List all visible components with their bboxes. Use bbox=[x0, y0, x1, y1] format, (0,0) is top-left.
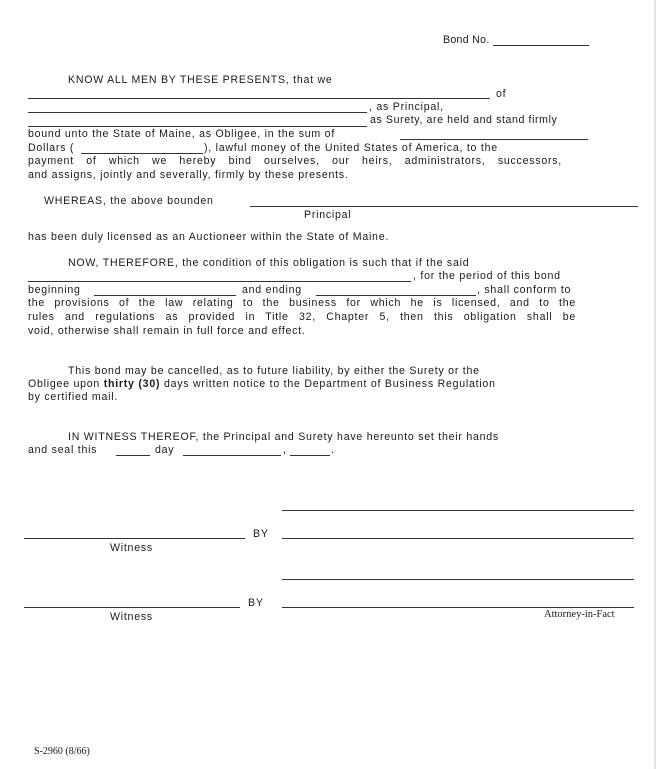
cancellation-line: This bond may be cancelled, as to future liability, by either the Surety or the bbox=[68, 365, 480, 377]
witness-label-1: Witness bbox=[110, 542, 153, 554]
notice-period-bold: thirty (30) bbox=[103, 378, 161, 390]
lawful-money-line: ), lawful money of the United States of America, to the bbox=[204, 142, 498, 154]
as-principal-label: , as Principal, bbox=[369, 101, 444, 113]
seal-year-field[interactable] bbox=[290, 455, 330, 456]
surety-name-field[interactable] bbox=[28, 126, 367, 127]
witness-signature-line-2[interactable] bbox=[24, 607, 240, 608]
by-label-2: BY bbox=[248, 597, 264, 609]
ending-label: and ending bbox=[242, 284, 302, 296]
attorney-in-fact-label: Attorney-in-Fact bbox=[544, 609, 615, 620]
witness-label-2: Witness bbox=[110, 611, 153, 623]
whereas-label: WHEREAS, the above bounden bbox=[44, 195, 214, 207]
seal-this-label: and seal this bbox=[28, 444, 98, 456]
principal-signature-line-upper[interactable] bbox=[282, 510, 634, 511]
witness-signature-line-1[interactable] bbox=[24, 538, 245, 539]
bond-no-label: Bond No. bbox=[443, 34, 490, 46]
whereas-principal-field[interactable] bbox=[250, 206, 638, 207]
sum-words-field[interactable] bbox=[400, 139, 588, 140]
void-line: void, otherwise shall remain in full force and effect. bbox=[28, 325, 306, 337]
know-all-men-line: KNOW ALL MEN BY THESE PRESENTS, that we bbox=[68, 74, 333, 86]
seal-comma: , bbox=[283, 444, 287, 456]
beginning-label: beginning bbox=[28, 284, 81, 296]
surety-signature-line-upper[interactable] bbox=[282, 579, 634, 580]
notice-line bbox=[28, 378, 496, 391]
notice-line-start: Obligee upon bbox=[28, 378, 104, 390]
notice-line-end: days written notice to the Department of Business Regulation bbox=[160, 378, 496, 390]
period-of-bond-label: , for the period of this bond bbox=[413, 270, 561, 282]
assigns-line: and assigns, jointly and severally, firmly by these presents. bbox=[28, 169, 349, 181]
by-label-1: BY bbox=[253, 528, 269, 540]
form-code: S-2960 (8/66) bbox=[34, 746, 90, 757]
of-word: of bbox=[496, 88, 507, 100]
certified-mail-line: by certified mail. bbox=[28, 391, 119, 403]
provisions-line: the provisions of the law relating to the business for which he is licensed, and to the bbox=[28, 297, 576, 309]
principal-signature-line[interactable] bbox=[282, 538, 634, 539]
ending-date-field[interactable] bbox=[316, 295, 476, 296]
day-word: day bbox=[155, 444, 175, 456]
principal-name-field[interactable] bbox=[28, 112, 367, 113]
bond-no-field[interactable] bbox=[493, 45, 589, 46]
now-therefore-line: NOW, THEREFORE, the condition of this obligation is such that if the said bbox=[68, 257, 470, 269]
dollars-label: Dollars ( bbox=[28, 142, 75, 154]
said-principal-field[interactable] bbox=[28, 281, 411, 282]
shall-conform-label: , shall conform to bbox=[477, 284, 572, 296]
seal-month-field[interactable] bbox=[183, 455, 281, 456]
payment-line: payment of which we hereby bind ourselves, our heirs, administrators, successors, bbox=[28, 155, 562, 167]
seal-period: . bbox=[331, 444, 335, 456]
as-surety-label: as Surety, are held and stand firmly bbox=[370, 114, 558, 126]
obligor-name-field[interactable] bbox=[28, 98, 490, 99]
rules-line: rules and regulations as provided in Title 32, Chapter 5, then this obligation shall be bbox=[28, 311, 576, 323]
licensed-line: has been duly licensed as an Auctioneer within the State of Maine. bbox=[28, 231, 390, 243]
in-witness-line: IN WITNESS THEREOF, the Principal and Surety have hereunto set their hands bbox=[68, 431, 499, 443]
sum-figures-field[interactable] bbox=[81, 153, 203, 154]
bound-unto-line: bound unto the State of Maine, as Obligee, in the sum of bbox=[28, 128, 336, 140]
beginning-date-field[interactable] bbox=[94, 295, 236, 296]
principal-caption: Principal bbox=[304, 209, 352, 221]
seal-day-field[interactable] bbox=[116, 455, 150, 456]
